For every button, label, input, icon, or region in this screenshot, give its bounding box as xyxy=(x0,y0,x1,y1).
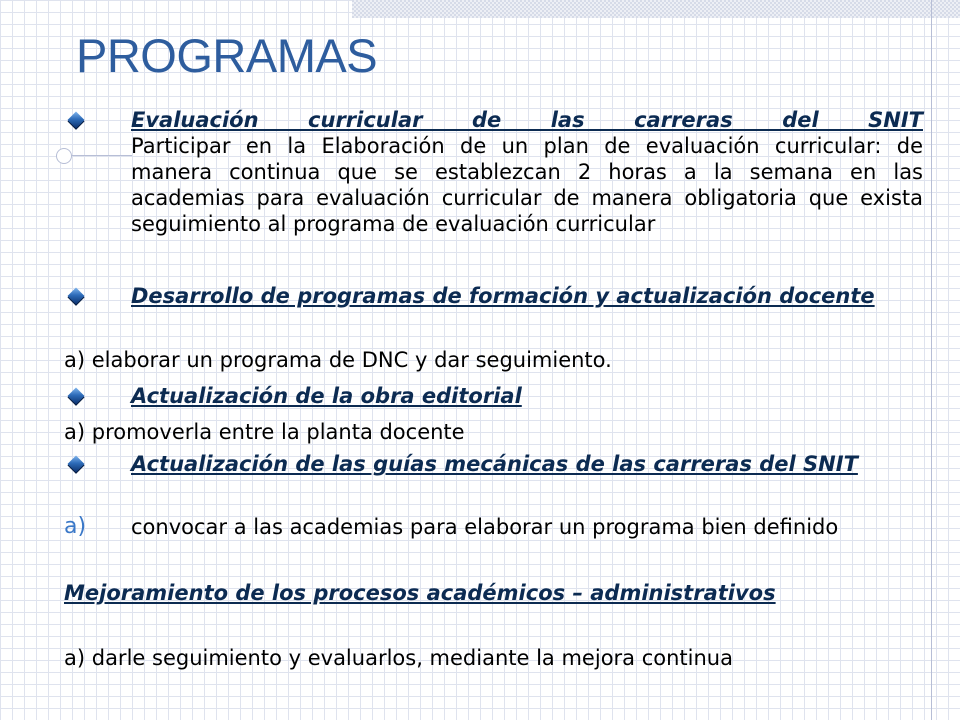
final-heading: Mejoramiento de los procesos académicos – administrativos xyxy=(64,581,776,605)
diamond-bullet-icon xyxy=(68,388,85,405)
diamond-bullet-icon xyxy=(68,112,85,129)
final-line: a) darle seguimiento y evaluarlos, mediante la mejora continua xyxy=(64,646,733,670)
slide-title: PROGRAMAS xyxy=(76,29,378,82)
item-heading-desarrollo: Desarrollo de programas de formación y actualización docente xyxy=(131,284,875,308)
item-body-evaluacion: Participar en la Elaboración de un plan de evaluación curricular: de manera continua que se establezcan 2 horas a la semana en las academias para evaluación curricular de manera obligatoria que exista seguimiento al programa de evaluación curricular xyxy=(131,134,923,236)
item-heading-obra: Actualización de la obra editorial xyxy=(131,384,522,408)
item-body-guias: convocar a las academias para elaborar un programa bien definido xyxy=(131,515,839,539)
item-marker-guias: a) xyxy=(64,514,87,539)
item-line-obra: a) promoverla entre la planta docente xyxy=(64,420,465,444)
item-heading-guias: Actualización de las guías mecánicas de las carreras del SNIT xyxy=(131,452,858,476)
diamond-bullet-icon xyxy=(68,288,85,305)
diamond-bullet-icon xyxy=(68,456,85,473)
item-heading-evaluacion: Evaluación curricular de las carreras del SNIT xyxy=(131,108,923,132)
item-line-desarrollo: a) elaborar un programa de DNC y dar seguimiento. xyxy=(64,348,612,372)
